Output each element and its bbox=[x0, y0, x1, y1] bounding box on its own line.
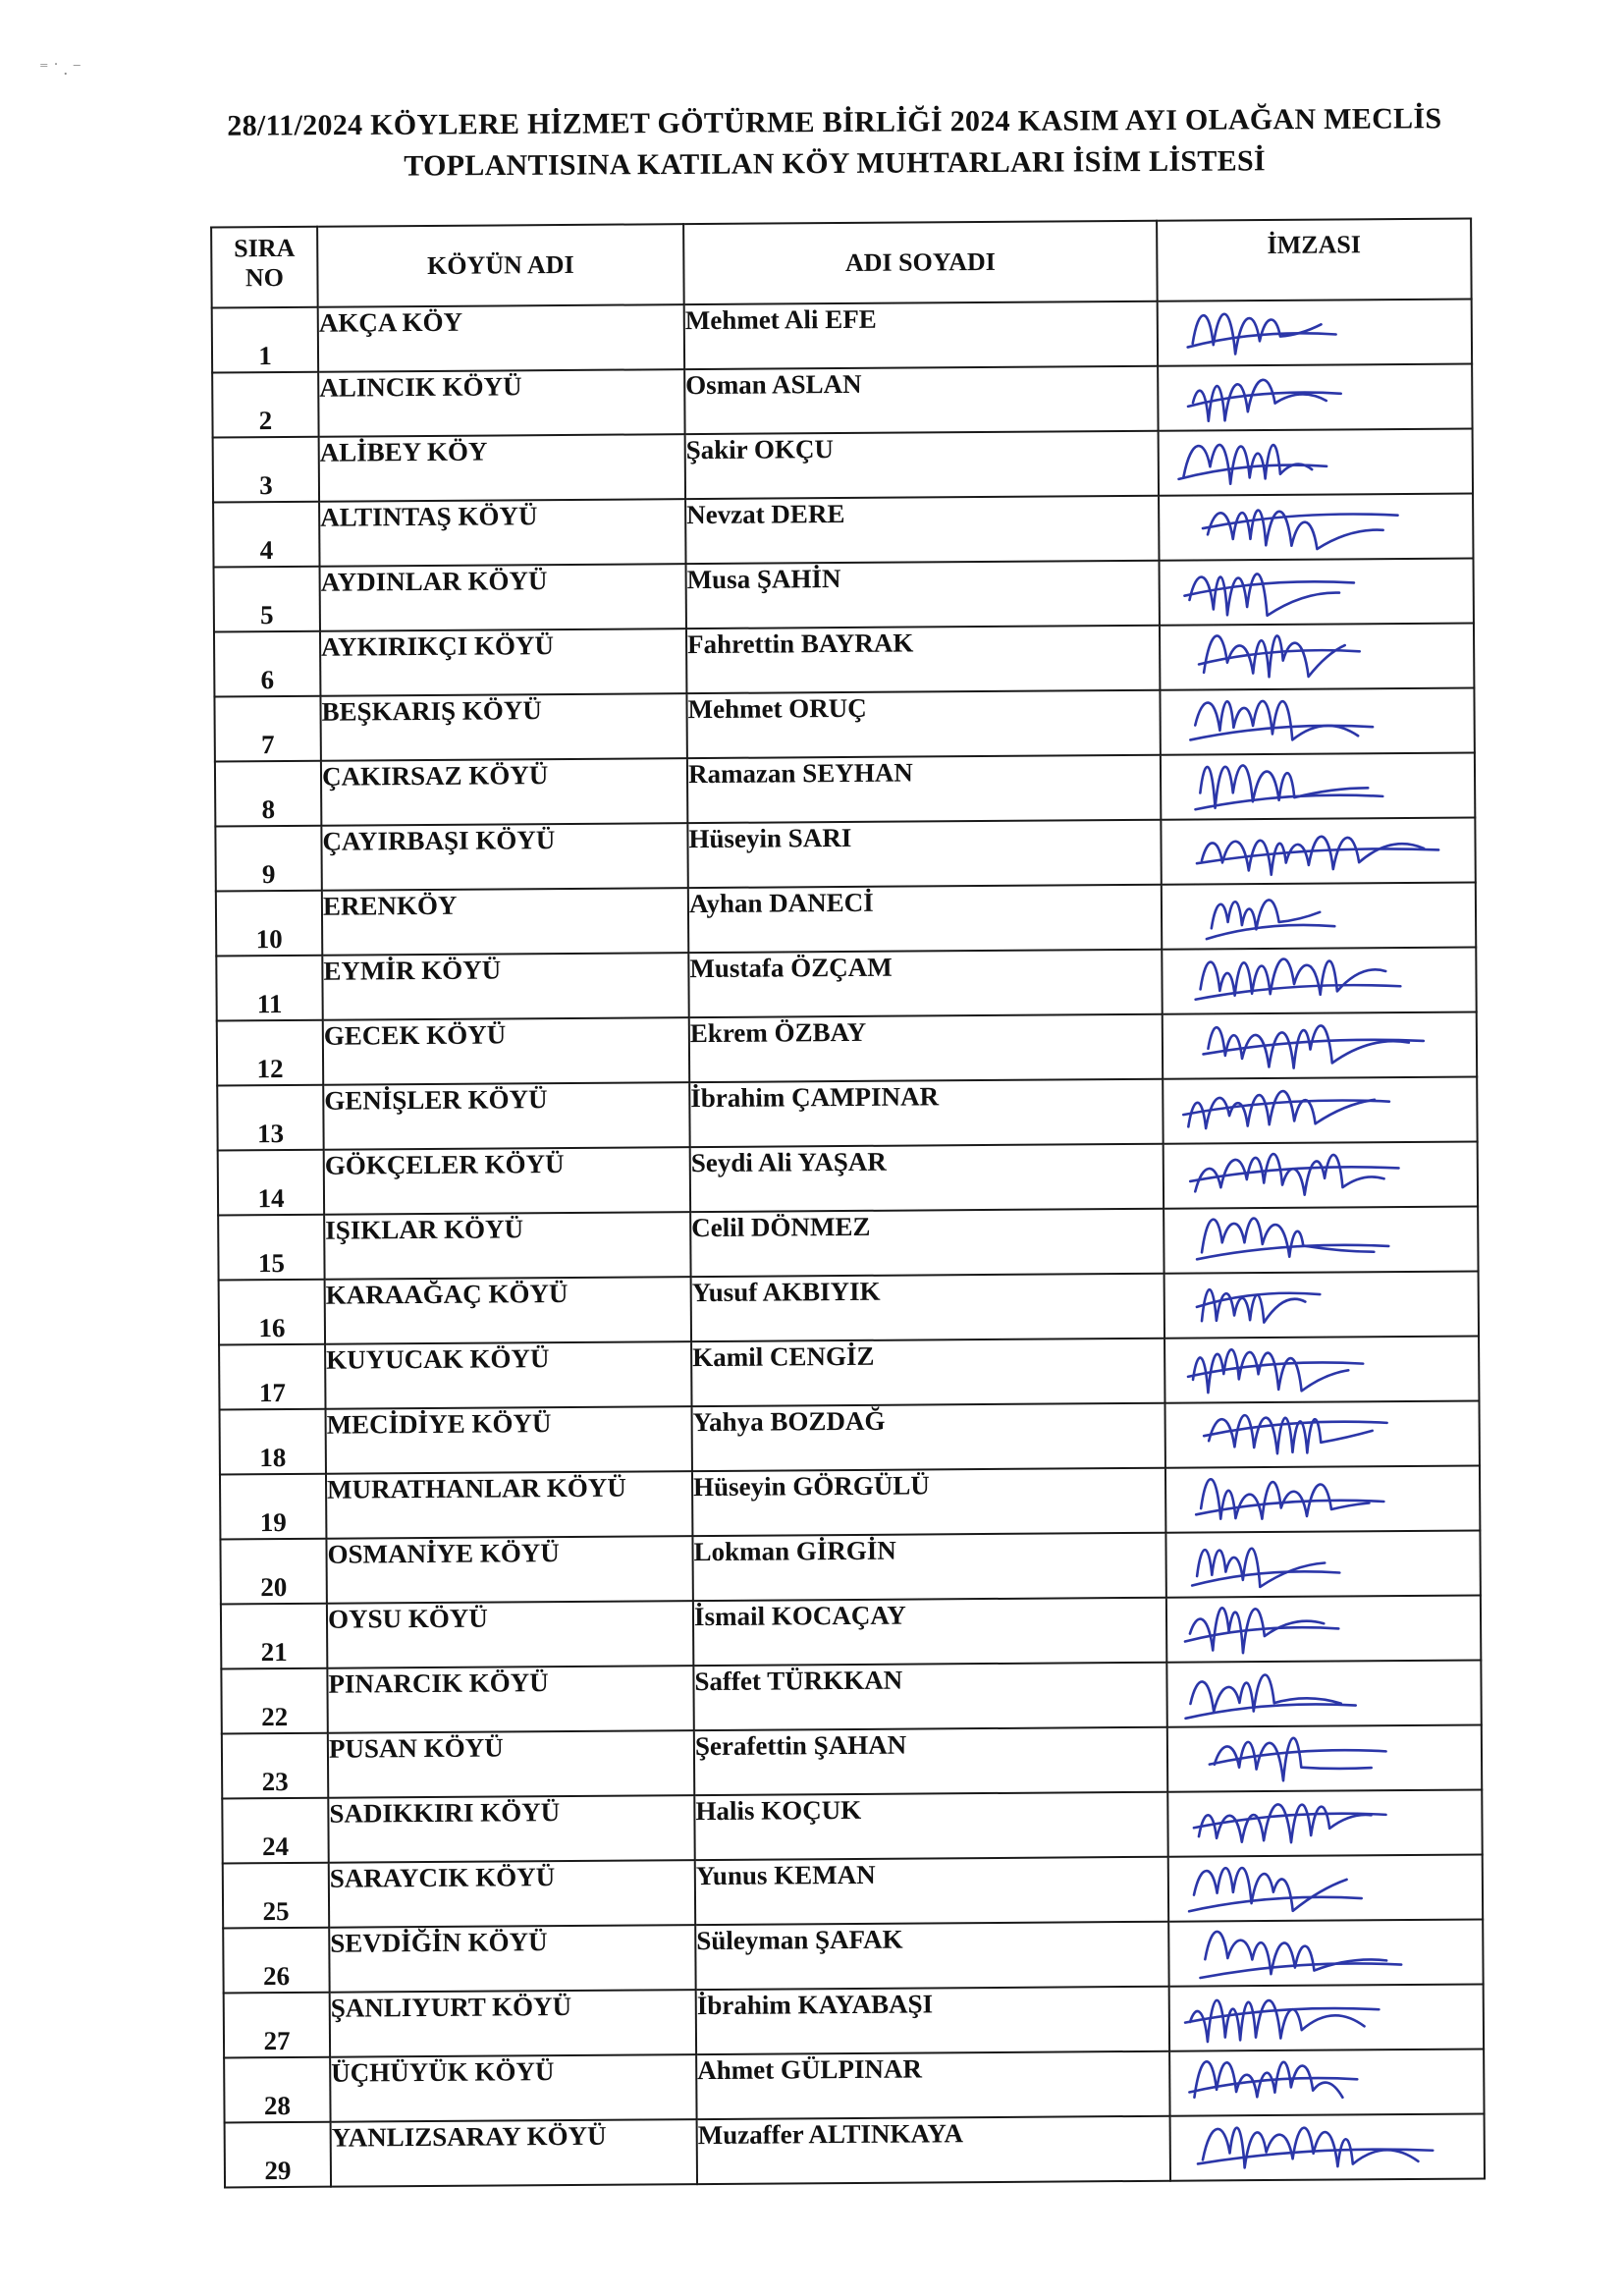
row-number: 18 bbox=[220, 1409, 326, 1475]
signature-1 bbox=[1159, 295, 1453, 365]
headman-name: Şakir OKÇU bbox=[685, 431, 1159, 499]
table-row bbox=[214, 559, 1474, 632]
signature-cell bbox=[1164, 1401, 1479, 1468]
signature-cell bbox=[1169, 1984, 1484, 2050]
row-number: 11 bbox=[216, 956, 322, 1021]
row-number: 24 bbox=[222, 1798, 328, 1864]
village-name: GECEK KÖYÜ bbox=[323, 1017, 689, 1085]
signature-2 bbox=[1159, 359, 1453, 430]
headman-name: Mustafa ÖZÇAM bbox=[688, 950, 1162, 1017]
table-row bbox=[219, 1272, 1479, 1345]
table-row bbox=[212, 300, 1472, 373]
scan-specks: ⁼ ˙ . ⁻ bbox=[39, 59, 81, 79]
table-row bbox=[212, 364, 1472, 438]
headman-name: Nevzat DERE bbox=[685, 496, 1159, 564]
headman-name: Süleyman ŞAFAK bbox=[695, 1922, 1168, 1990]
village-name: ŞANLIYURT KÖYÜ bbox=[330, 1990, 696, 2057]
headman-name: Lokman GİRGİN bbox=[692, 1533, 1165, 1601]
village-name: ALTINTAŞ KÖYÜ bbox=[319, 499, 685, 567]
headman-name: Şerafettin ŞAHAN bbox=[694, 1727, 1167, 1795]
headman-name: İbrahim KAYABAŞI bbox=[696, 1987, 1169, 2054]
row-number: 29 bbox=[225, 2122, 331, 2188]
row-number: 13 bbox=[217, 1085, 323, 1151]
row-number: 20 bbox=[220, 1539, 326, 1605]
signature-cell bbox=[1165, 1531, 1480, 1598]
village-name: GÖKÇELER KÖYÜ bbox=[324, 1147, 690, 1215]
table-row bbox=[217, 1077, 1477, 1151]
row-number: 2 bbox=[212, 372, 318, 438]
table-row bbox=[217, 1012, 1477, 1086]
table-row bbox=[218, 1207, 1478, 1281]
signature-cell bbox=[1160, 624, 1474, 690]
row-number: 16 bbox=[219, 1280, 325, 1345]
village-name: SARAYCIK KÖYÜ bbox=[329, 1860, 695, 1928]
signature-cell bbox=[1162, 883, 1476, 950]
signature-cell bbox=[1161, 753, 1475, 820]
row-number: 1 bbox=[212, 307, 318, 373]
signature-25 bbox=[1169, 1850, 1464, 1921]
attendance-table bbox=[210, 218, 1486, 2189]
village-name: IŞIKLAR KÖYÜ bbox=[324, 1212, 690, 1280]
signature-6 bbox=[1161, 619, 1455, 689]
table-row bbox=[224, 2049, 1484, 2122]
village-name: MURATHANLAR KÖYÜ bbox=[326, 1471, 692, 1539]
signature-29 bbox=[1171, 2109, 1466, 2180]
signature-cell bbox=[1167, 1725, 1482, 1792]
village-name: PINARCIK KÖYÜ bbox=[327, 1666, 693, 1733]
table-row bbox=[222, 1789, 1482, 1863]
signature-24 bbox=[1168, 1785, 1463, 1856]
signature-cell bbox=[1170, 2113, 1485, 2180]
table-row bbox=[214, 688, 1474, 762]
row-number: 8 bbox=[215, 761, 321, 827]
row-number: 19 bbox=[220, 1474, 326, 1540]
headman-name: İsmail KOCAÇAY bbox=[693, 1598, 1166, 1666]
signature-4 bbox=[1160, 489, 1454, 560]
row-number: 28 bbox=[224, 2057, 330, 2123]
table-row bbox=[213, 494, 1473, 568]
headman-name: Halis KOÇUK bbox=[694, 1792, 1167, 1860]
attendance-sheet bbox=[210, 218, 1484, 2186]
village-name: ÇAYIRBAŞI KÖYÜ bbox=[321, 823, 687, 891]
signature-5 bbox=[1160, 554, 1454, 625]
signature-18 bbox=[1165, 1396, 1460, 1467]
table-row bbox=[223, 1854, 1483, 1928]
table-row bbox=[224, 1984, 1484, 2057]
title-line-1: 28/11/2024 KÖYLERE HİZMET GÖTÜRME BİRLİĞİ 2024 KASIM AYI OLAĞAN MECLİS bbox=[227, 102, 1442, 142]
signature-28 bbox=[1170, 2045, 1465, 2115]
signature-17 bbox=[1165, 1332, 1460, 1402]
signature-cell bbox=[1162, 948, 1476, 1014]
table-row bbox=[221, 1596, 1481, 1669]
row-number: 12 bbox=[217, 1020, 323, 1086]
row-number: 3 bbox=[213, 437, 319, 503]
village-name: KUYUCAK KÖYÜ bbox=[325, 1341, 691, 1409]
village-name: AYDINLAR KÖYÜ bbox=[320, 564, 686, 631]
table-row bbox=[220, 1531, 1480, 1605]
headman-name: Osman ASLAN bbox=[684, 366, 1158, 434]
header-signature: İMZASI bbox=[1157, 219, 1472, 301]
signature-23 bbox=[1168, 1721, 1463, 1791]
headman-name: Yahya BOZDAĞ bbox=[692, 1403, 1165, 1471]
village-name: AYKIRIKÇI KÖYÜ bbox=[320, 629, 686, 696]
headman-name: Mehmet Ali EFE bbox=[684, 301, 1158, 369]
signature-22 bbox=[1167, 1656, 1462, 1726]
village-name: MECİDİYE KÖYÜ bbox=[326, 1406, 692, 1474]
signature-cell bbox=[1158, 300, 1472, 366]
signature-13 bbox=[1164, 1072, 1458, 1143]
signature-14 bbox=[1164, 1137, 1459, 1208]
table-row bbox=[214, 624, 1474, 697]
row-number: 14 bbox=[218, 1150, 324, 1216]
table-row bbox=[219, 1337, 1479, 1410]
row-number: 23 bbox=[222, 1733, 328, 1799]
header-full-name: ADI SOYADI bbox=[683, 221, 1158, 304]
headman-name: Saffet TÜRKKAN bbox=[693, 1663, 1166, 1730]
headman-name: Muzaffer ALTINKAYA bbox=[697, 2116, 1170, 2184]
row-number: 10 bbox=[216, 891, 322, 957]
row-number: 22 bbox=[221, 1668, 327, 1734]
headman-name: Seydi Ali YAŞAR bbox=[690, 1144, 1164, 1212]
row-number: 27 bbox=[224, 1993, 330, 2058]
signature-cell bbox=[1169, 2049, 1484, 2115]
signature-cell bbox=[1164, 1142, 1478, 1209]
headman-name: Musa ŞAHİN bbox=[686, 561, 1160, 629]
table-row bbox=[222, 1725, 1482, 1799]
headman-name: Celil DÖNMEZ bbox=[690, 1209, 1164, 1277]
village-name: OSMANİYE KÖYÜ bbox=[326, 1536, 692, 1604]
table-row bbox=[225, 2113, 1485, 2187]
table-row bbox=[215, 818, 1475, 892]
signature-cell bbox=[1166, 1596, 1481, 1663]
signature-cell bbox=[1167, 1789, 1482, 1856]
signature-15 bbox=[1164, 1202, 1459, 1273]
row-number: 17 bbox=[219, 1344, 325, 1410]
header-village-name: KÖYÜN ADI bbox=[317, 224, 684, 307]
signature-10 bbox=[1163, 878, 1457, 949]
row-number: 25 bbox=[223, 1863, 329, 1929]
headman-name: Mehmet ORUÇ bbox=[686, 690, 1160, 758]
signature-27 bbox=[1170, 1980, 1465, 2050]
row-number: 26 bbox=[223, 1928, 329, 1994]
headman-name: Yusuf AKBIYIK bbox=[691, 1274, 1164, 1341]
headman-name: Ayhan DANECİ bbox=[688, 885, 1162, 953]
signature-cell bbox=[1165, 1466, 1480, 1533]
signature-cell bbox=[1164, 1207, 1478, 1274]
row-number: 7 bbox=[214, 696, 320, 762]
signature-20 bbox=[1166, 1526, 1461, 1597]
signature-12 bbox=[1164, 1008, 1458, 1078]
header-row-number-line-2: NO bbox=[244, 262, 285, 293]
signature-21 bbox=[1167, 1591, 1462, 1662]
village-name: ERENKÖY bbox=[322, 888, 688, 956]
row-number: 6 bbox=[214, 631, 320, 697]
village-name: SADIKKIRI KÖYÜ bbox=[328, 1795, 694, 1863]
headman-name: Hüseyin GÖRGÜLÜ bbox=[692, 1468, 1165, 1536]
signature-cell bbox=[1160, 559, 1474, 626]
table-row bbox=[223, 1919, 1483, 1993]
document-title bbox=[147, 98, 1522, 190]
title-line-2: TOPLANTISINA KATILAN KÖY MUHTARLARI İSİM LİSTESİ bbox=[404, 144, 1267, 183]
village-name: SEVDİĞİN KÖYÜ bbox=[329, 1925, 695, 1993]
signature-cell bbox=[1166, 1661, 1481, 1727]
table-row bbox=[216, 948, 1476, 1021]
signature-cell bbox=[1159, 429, 1473, 496]
village-name: ÇAKIRSAZ KÖYÜ bbox=[321, 758, 687, 826]
village-name: YANLIZSARAY KÖYÜ bbox=[331, 2119, 697, 2187]
headman-name: Ramazan SEYHAN bbox=[687, 755, 1161, 823]
signature-3 bbox=[1160, 424, 1454, 495]
table-row bbox=[221, 1661, 1481, 1734]
header-row-number bbox=[211, 227, 318, 308]
signature-cell bbox=[1164, 1337, 1479, 1403]
headman-name: Hüseyin SARI bbox=[687, 820, 1161, 888]
row-number: 15 bbox=[218, 1215, 324, 1281]
signature-cell bbox=[1168, 1854, 1483, 1921]
village-name: ALİBEY KÖY bbox=[319, 434, 685, 502]
row-number: 9 bbox=[215, 826, 321, 892]
village-name: OYSU KÖYÜ bbox=[327, 1601, 693, 1668]
signature-cell bbox=[1159, 494, 1473, 561]
signature-7 bbox=[1161, 683, 1455, 754]
table-row bbox=[216, 883, 1476, 957]
village-name: EYMİR KÖYÜ bbox=[322, 953, 688, 1020]
village-name: BEŞKARIŞ KÖYÜ bbox=[320, 693, 686, 761]
village-name: PUSAN KÖYÜ bbox=[328, 1730, 694, 1798]
signature-cell bbox=[1160, 688, 1474, 755]
headman-name: Ekrem ÖZBAY bbox=[689, 1014, 1163, 1082]
village-name: AKÇA KÖY bbox=[318, 304, 684, 372]
signature-cell bbox=[1161, 818, 1475, 885]
signature-11 bbox=[1163, 943, 1457, 1013]
signature-cell bbox=[1163, 1077, 1477, 1144]
headman-name: Kamil CENGİZ bbox=[691, 1339, 1164, 1406]
table-row bbox=[213, 429, 1473, 503]
row-number: 21 bbox=[221, 1604, 327, 1669]
headman-name: Fahrettin BAYRAK bbox=[686, 626, 1160, 693]
signature-26 bbox=[1169, 1915, 1464, 1986]
headman-name: Yunus KEMAN bbox=[695, 1857, 1168, 1925]
row-number: 4 bbox=[213, 502, 319, 568]
signature-16 bbox=[1165, 1267, 1460, 1338]
signature-9 bbox=[1162, 813, 1456, 884]
table-row bbox=[220, 1401, 1480, 1475]
headman-name: İbrahim ÇAMPINAR bbox=[689, 1079, 1163, 1147]
signature-cell bbox=[1163, 1012, 1477, 1079]
header-row-number-line-1: SIRA bbox=[234, 233, 296, 263]
village-name: KARAAĞAÇ KÖYÜ bbox=[325, 1277, 691, 1344]
row-number: 5 bbox=[214, 567, 320, 632]
signature-cell bbox=[1158, 364, 1472, 431]
headman-name: Ahmet GÜLPINAR bbox=[696, 2051, 1169, 2119]
village-name: GENİŞLER KÖYÜ bbox=[323, 1082, 689, 1150]
village-name: ÜÇHÜYÜK KÖYÜ bbox=[330, 2054, 696, 2122]
table-row bbox=[218, 1142, 1478, 1216]
table-row bbox=[220, 1466, 1480, 1540]
village-name: ALINCIK KÖYÜ bbox=[318, 369, 684, 437]
signature-cell bbox=[1164, 1272, 1479, 1339]
table-row bbox=[215, 753, 1475, 827]
signature-19 bbox=[1166, 1461, 1461, 1532]
signature-8 bbox=[1162, 748, 1456, 819]
table-header-row bbox=[211, 219, 1472, 308]
signature-cell bbox=[1168, 1919, 1483, 1986]
